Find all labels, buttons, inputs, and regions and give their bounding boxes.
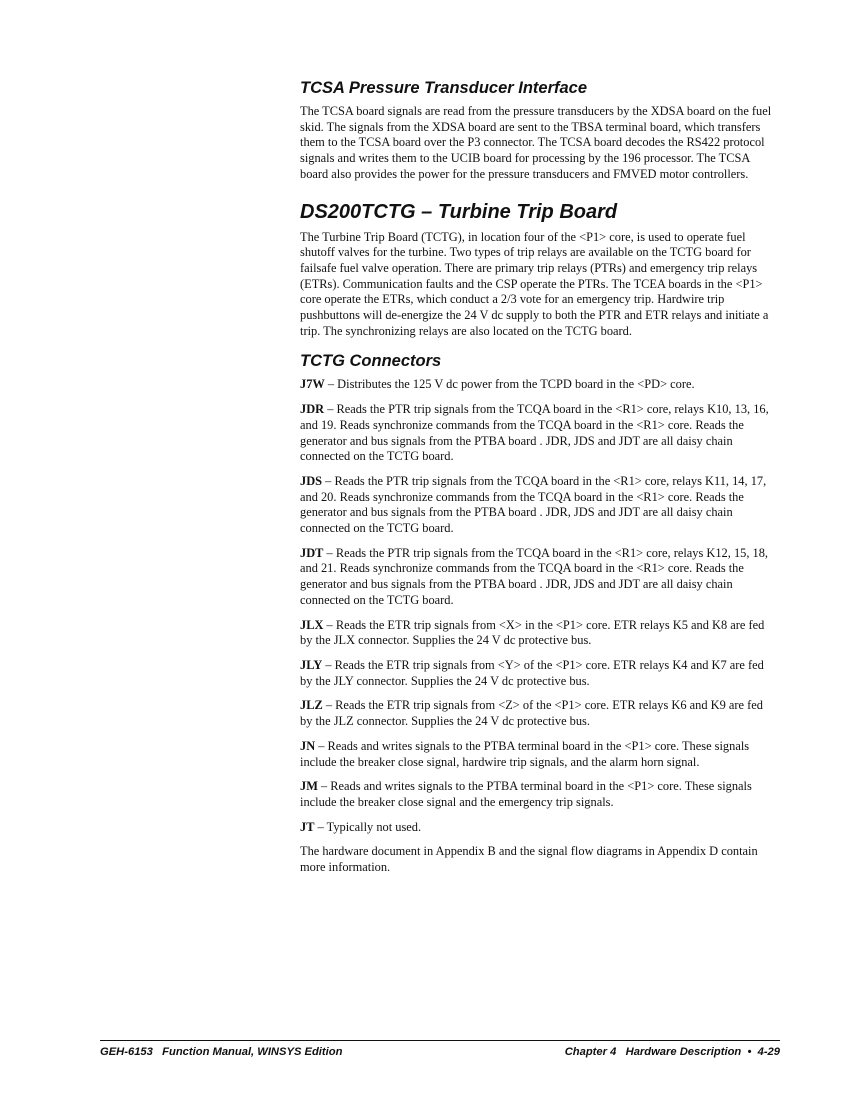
connector-item xyxy=(300,618,778,649)
footer-chapter-page xyxy=(565,1045,780,1059)
section-heading-tctg: DS200TCTG – Turbine Trip Board xyxy=(300,200,618,223)
connector-term: JT xyxy=(300,819,315,834)
connector-term: JN xyxy=(300,738,316,753)
section-heading-connectors: TCTG Connectors xyxy=(300,352,442,371)
connector-description: – Reads the ETR trip signals from <X> in the <P1> core. ETR relays K5 and K8 are fed by the JLX connector. Supplies the 24 V dc protective bus. xyxy=(300,617,765,648)
connector-term: JLY xyxy=(300,657,323,672)
connector-item xyxy=(300,474,778,537)
footer-right-text: Chapter 4 Hardware Description • 4-29 xyxy=(564,1046,780,1058)
tcsa-paragraph: The TCSA board signals are read from the pressure transducers by the XDSA board on the fuel skid. The signals from the XDSA board are sent to the TBSA terminal board, which transfers them to the TCSA board over the P3 connector. The TCSA board decodes the RS422 protocol signals and writes them to the UCIB board for processing by the 196 processor. The TCSA board also provides the power for the pressure transducers and FMVED motor controllers. xyxy=(300,104,772,181)
closing-paragraph: The hardware document in Appendix B and the signal flow diagrams in Appendix D contain more information. xyxy=(300,844,758,875)
footer-rule xyxy=(100,1040,780,1041)
connector-item xyxy=(300,377,778,393)
connector-item xyxy=(300,779,778,810)
connector-term: JDT xyxy=(300,545,324,560)
connector-item xyxy=(300,698,778,729)
footer-document-title xyxy=(100,1045,342,1059)
connector-term: J7W xyxy=(300,377,325,392)
connector-description: – Reads the PTR trip signals from the TCQA board in the <R1> core, relays K11, 14, 17, and 20. Reads synchronize commands from the TCQA board in the <R1> core. Reads the generator and bus signals from the PTBA board . JDR, JDS and JDT are all daisy chain connected on the TCTG board. xyxy=(300,473,767,536)
connector-description: – Reads the PTR trip signals from the TCQA board in the <R1> core, relays K10, 13, 16, and 19. Reads synchronize commands from the TCQA board in the <R1> core. Reads the generator and bus signals from the PTBA board . JDR, JDS and JDT are all daisy chain connected on the TCTG board. xyxy=(300,402,769,464)
tctg-paragraph: The Turbine Trip Board (TCTG), in location four of the <P1> core, is used to operate fuel shutoff valves for the turbine. Two types of trip relays are available on the TCTG board for failsafe fuel valve operation. There are primary trip relays (PTRs) and emergency trip relays (ETRs). Communication faults and the CSP operate the PTRs. The TCEA boards in the <P1> core operate the ETRs, which conduct a 2/3 vote for an emergency trip. Hardwire trip pushbuttons will de-energize the 24 V dc supply to both the PTR and ETR relays and initiate a trip. The synchronizing relays are also located on the TCTG board. xyxy=(300,229,769,338)
page-content xyxy=(300,78,778,885)
connector-term: JDS xyxy=(300,473,323,488)
connector-description: – Reads the ETR trip signals from <Z> of the <P1> core. ETR relays K6 and K9 are fed by the JLZ connector. Supplies the 24 V dc protective bus. xyxy=(300,698,763,729)
connector-term: JM xyxy=(300,779,318,794)
connector-description: – Typically not used. xyxy=(314,819,422,834)
connector-item xyxy=(300,820,778,836)
footer-left-text: GEH-6153 Function Manual, WINSYS Edition xyxy=(100,1046,343,1058)
connector-term: JLZ xyxy=(300,698,323,713)
connector-item xyxy=(300,739,778,770)
connector-description: – Reads the ETR trip signals from <Y> of the <P1> core. ETR relays K4 and K7 are fed by the JLY connector. Supplies the 24 V dc protective bus. xyxy=(300,657,764,688)
connector-description: – Reads and writes signals to the PTBA terminal board in the <P1> core. These signals include the breaker close signal, hardwire trip signals, and the alarm horn signal. xyxy=(300,738,750,769)
connector-description: – Reads the PTR trip signals from the TCQA board in the <R1> core, relays K12, 15, 18, and 21. Reads synchronize commands from the TCQA board in the <R1> core. Reads the generator and bus signals from the PTBA board . JDR, JDS and JDT are all daisy chain connected on the TCTG board. xyxy=(300,545,769,607)
connector-description: – Reads and writes signals to the PTBA terminal board in the <P1> core. These signals include the breaker close signal and the emergency trip signals. xyxy=(300,779,752,809)
section-heading-tcsa: TCSA Pressure Transducer Interface xyxy=(300,79,588,97)
connector-term: JLX xyxy=(300,617,324,632)
connector-item xyxy=(300,658,778,689)
connector-term: JDR xyxy=(300,402,325,417)
connector-item xyxy=(300,546,778,609)
connector-description: – Distributes the 125 V dc power from the TCPD board in the <PD> core. xyxy=(324,377,695,392)
connector-item xyxy=(300,402,778,465)
